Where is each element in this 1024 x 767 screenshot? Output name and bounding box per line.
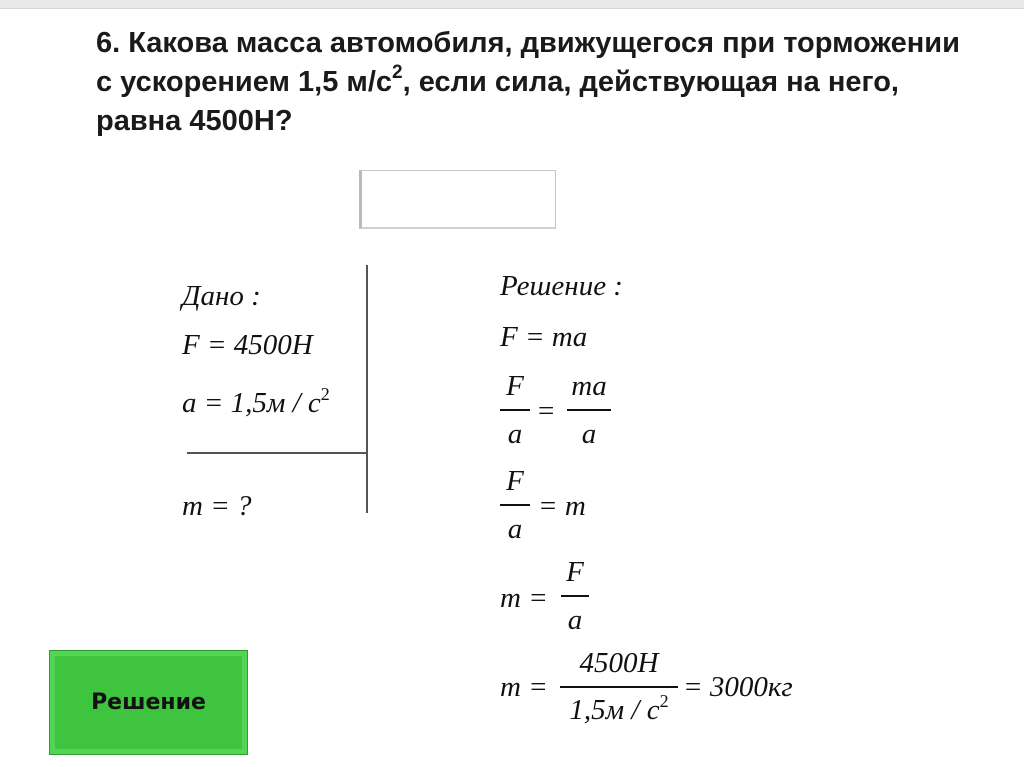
empty-placeholder-box bbox=[359, 170, 556, 229]
solution-heading: Решение : bbox=[500, 270, 623, 302]
top-bar bbox=[0, 0, 1024, 9]
problem-text-exponent: 2 bbox=[392, 62, 403, 83]
problem-statement bbox=[96, 24, 976, 141]
solution-step-5-lhs: m = bbox=[500, 671, 548, 703]
solution-step-2-right-fraction: ma a bbox=[567, 372, 611, 452]
given-heading: Дано : bbox=[182, 280, 261, 312]
solution-step-5-fraction: 4500H $1,5м / с^2$ bbox=[560, 649, 678, 733]
solution-button[interactable] bbox=[49, 650, 248, 755]
given-force: F = 4500H bbox=[182, 329, 313, 361]
given-separator-line bbox=[187, 452, 367, 454]
solution-step-3-rest: = m bbox=[538, 490, 586, 522]
vertical-divider-line bbox=[366, 265, 368, 513]
problem-text-main: 6. Какова масса автомобиля, движущегося при торможении с ускорением 1,5 м/с bbox=[96, 27, 960, 98]
solution-step-2-left-fraction: F a bbox=[500, 372, 530, 452]
solution-step-3-fraction: F a bbox=[500, 467, 530, 547]
solution-step-5-result: = 3000кг bbox=[683, 671, 793, 703]
given-acceleration: $a = 1,5м / с^2$ bbox=[182, 384, 330, 419]
solution-step-4-fraction: F a bbox=[561, 558, 589, 638]
given-unknown: m = ? bbox=[182, 490, 252, 522]
solution-step-4-lhs: m = bbox=[500, 582, 548, 614]
solution-button-label: Решение bbox=[91, 690, 206, 715]
problem-text-tail: , если сила, действующая на него, равна 4500Н? bbox=[96, 66, 899, 137]
solution-step-2-equals: = bbox=[538, 395, 555, 427]
solution-step-1: F = ma bbox=[500, 321, 588, 353]
